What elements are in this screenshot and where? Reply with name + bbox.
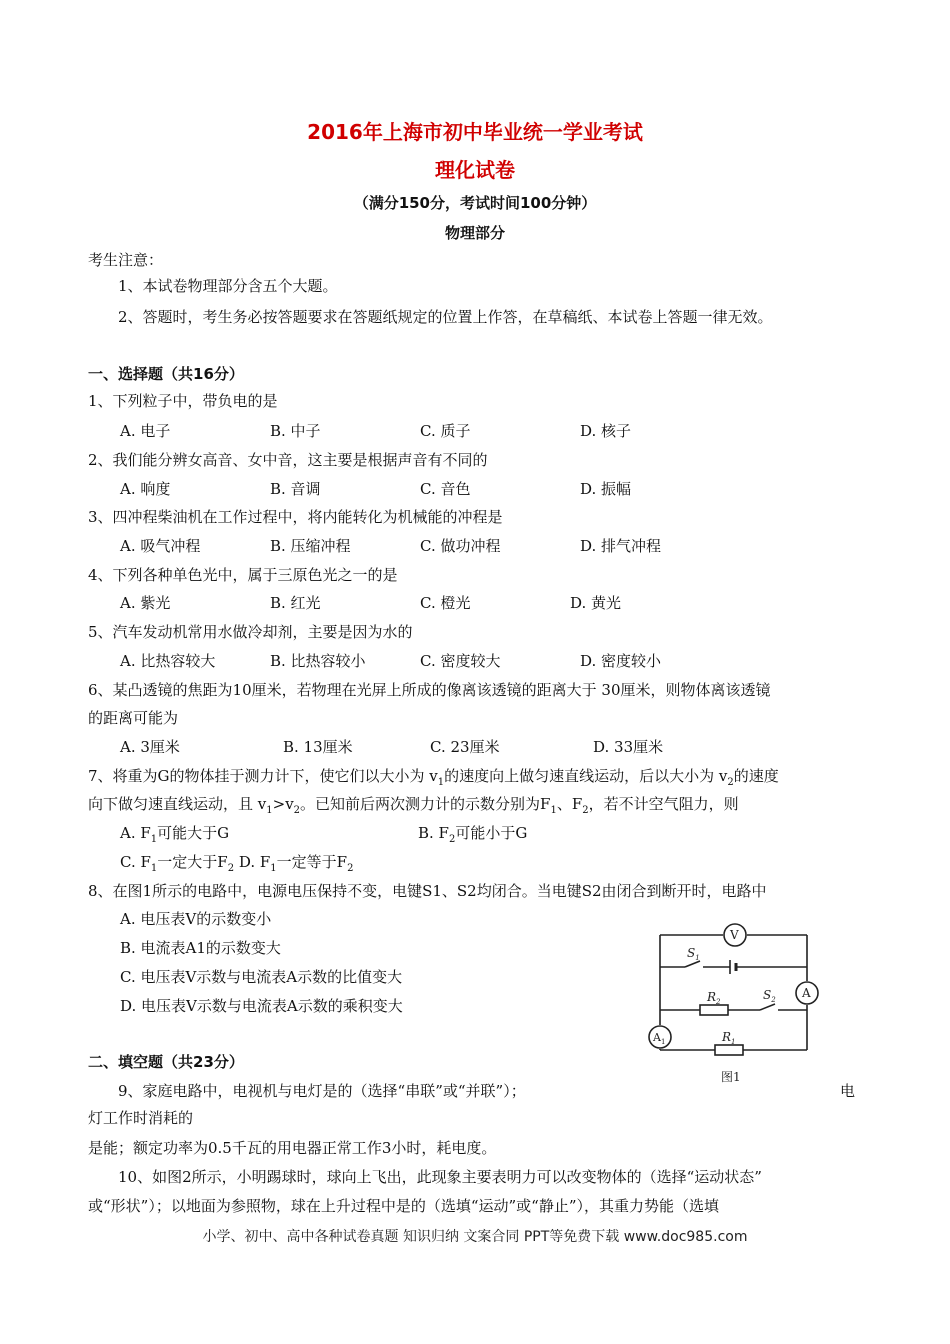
subscript: 2 xyxy=(293,805,301,816)
s2-letter: S xyxy=(763,988,772,1002)
part1-heading: 一、选择题（共16分） xyxy=(88,365,244,383)
q4-option-a: A. 紫光 xyxy=(120,594,171,612)
q7-opt-text: C. F xyxy=(120,853,151,871)
q8-option-c: C. 电压表V示数与电流表A示数的比值变大 xyxy=(120,968,403,986)
q7-opt-text: 一定等于F xyxy=(276,853,348,871)
q4-option-b: B. 红光 xyxy=(270,594,321,612)
s1-letter: S xyxy=(687,946,696,960)
r2-letter: R xyxy=(707,990,717,1004)
q3-option-d: D. 排气冲程 xyxy=(580,537,662,555)
notice-item-2: 2、答题时，考生务必按答题要求在答题纸规定的位置上作答，在草稿纸、本试卷上答题一律无效。 xyxy=(118,308,773,326)
subscript: 1 xyxy=(150,863,158,874)
q7-opt-text: 一定大于F xyxy=(157,853,228,871)
q1-stem: 1、下列粒子中，带负电的是 xyxy=(88,392,278,410)
q4-option-d: D. 黄光 xyxy=(570,594,622,612)
r2-label xyxy=(706,990,721,1006)
notice-heading: 考生注意： xyxy=(88,251,164,269)
q1-option-a: A. 电子 xyxy=(120,422,171,440)
ammeter-label: A xyxy=(802,986,811,1000)
q8-stem: 8、在图1所示的电路中，电源电压保持不变，电键S1、S2均闭合。当电键S2由闭合到断开时，电路中 xyxy=(88,882,767,900)
subscript: 2 xyxy=(227,863,235,874)
q7-text: 的速度 xyxy=(733,767,779,785)
q6-stem-line2: 的距离可能为 xyxy=(88,709,179,727)
q6-option-d: D. 33厘米 xyxy=(593,738,664,756)
s1-sub: 1 xyxy=(695,954,700,962)
subscript: 1 xyxy=(266,805,273,816)
s1-label xyxy=(687,946,700,962)
q2-stem: 2、我们能分辨女高音、女中音，这主要是根据声音有不同的 xyxy=(88,451,488,469)
q2-option-b: B. 音调 xyxy=(270,480,321,498)
q7-opt-text: 可能大于G xyxy=(157,824,230,842)
part2-heading: 二、填空题（共23分） xyxy=(88,1053,244,1071)
section-title: 物理部分 xyxy=(444,224,505,242)
q7-opt-text: 可能小于G xyxy=(455,824,528,842)
q7-stem-line2 xyxy=(88,794,739,821)
q8-option-a: A. 电压表V的示数变小 xyxy=(120,910,272,928)
q7-text: 向下做匀速直线运动，且 v xyxy=(88,795,267,813)
q2-option-a: A. 响度 xyxy=(120,480,171,498)
subscript: 2 xyxy=(448,834,456,845)
q3-option-a: A. 吸气冲程 xyxy=(120,537,201,555)
subscript: 2 xyxy=(347,863,354,874)
q9-right-text: 电 xyxy=(840,1082,856,1100)
subscript: 2 xyxy=(727,777,734,788)
q6-option-a: A. 3厘米 xyxy=(120,738,180,756)
q7-text: 的速度向上做匀速直线运动，后以大小为 v xyxy=(444,767,728,785)
notice-item-1: 1、本试卷物理部分含五个大题。 xyxy=(118,277,338,295)
q7-opt-text: B. F xyxy=(418,824,449,842)
q1-option-d: D. 核子 xyxy=(580,422,632,440)
q5-option-c: C. 密度较大 xyxy=(420,652,501,670)
q9-line3: 是能；额定功率为0.5千瓦的用电器正常工作3小时，耗电度。 xyxy=(88,1139,497,1157)
q5-option-d: D. 密度较小 xyxy=(580,652,662,670)
exam-info: （满分150分，考试时间100分钟） xyxy=(353,194,597,212)
q2-option-c: C. 音色 xyxy=(420,480,471,498)
q7-text: ，若不计空气阻力，则 xyxy=(588,795,739,813)
exam-subtitle: 理化试卷 xyxy=(435,158,515,182)
q7-opt-text: D. F xyxy=(238,853,271,871)
q8-option-d: D. 电压表V示数与电流表A示数的乘积变大 xyxy=(120,997,403,1015)
q5-stem: 5、汽车发动机常用水做冷却剂，主要是因为水的 xyxy=(88,623,413,641)
q1-option-c: C. 质子 xyxy=(420,422,471,440)
subscript: 2 xyxy=(582,805,589,816)
q7-text: 7、将重为G的物体挂于测力计下，使它们以大小为 v xyxy=(88,767,438,785)
r1-sub: 1 xyxy=(731,1038,736,1046)
ammeter1-letter: A xyxy=(653,1031,661,1044)
r2-sub: 2 xyxy=(716,998,721,1006)
q3-option-c: C. 做功冲程 xyxy=(420,537,501,555)
page-footer: 小学、初中、高中各种试卷真题 知识归纳 文案合同 PPT等免费下载 www.doc985.com xyxy=(202,1229,748,1245)
q6-option-b: B. 13厘米 xyxy=(283,738,353,756)
q7-option-b xyxy=(418,823,527,850)
q6-option-c: C. 23厘米 xyxy=(430,738,500,756)
q9-line1: 9、家庭电路中，电视机与电灯是的（选择“串联”或“并联”）； xyxy=(118,1082,526,1100)
subscript: 1 xyxy=(150,834,158,845)
exam-title: 2016年上海市初中毕业统一学业考试 xyxy=(307,120,643,144)
ammeter1-sub: 1 xyxy=(660,1038,666,1046)
q5-option-a: A. 比热容较大 xyxy=(120,652,216,670)
subscript: 1 xyxy=(550,805,557,816)
subscript: 1 xyxy=(270,863,277,874)
s2-label xyxy=(763,988,776,1004)
q7-opt-text: A. F xyxy=(120,824,151,842)
q10-line2: 或“形状”）；以地面为参照物，球在上升过程中是的（选填“运动”或“静止”），其重力势能（选填 xyxy=(88,1197,720,1215)
subscript: 1 xyxy=(437,777,445,788)
q10-line1: 10、如图2所示，小明踢球时，球向上飞出，此现象主要表明力可以改变物体的（选择“运动状态” xyxy=(118,1168,762,1186)
r1-label xyxy=(721,1030,736,1046)
q2-option-d: D. 振幅 xyxy=(580,480,632,498)
q7-text: 。已知前后两次测力计的示数分别为F xyxy=(300,795,551,813)
q8-option-b: B. 电流表A1的示数变大 xyxy=(120,939,281,957)
circuit-diagram xyxy=(645,915,830,1095)
q7-stem-line1 xyxy=(88,766,779,793)
voltmeter-label: V xyxy=(730,928,739,942)
q7-option-a xyxy=(120,823,229,850)
q4-option-c: C. 橙光 xyxy=(420,594,471,612)
q5-option-b: B. 比热容较小 xyxy=(270,652,366,670)
q7-text: >v xyxy=(272,795,294,813)
q3-option-b: B. 压缩冲程 xyxy=(270,537,351,555)
figure-caption: 图1 xyxy=(721,1070,741,1084)
q9-line2: 灯工作时消耗的 xyxy=(88,1109,194,1127)
q3-stem: 3、四冲程柴油机在工作过程中，将内能转化为机械能的冲程是 xyxy=(88,508,503,526)
q4-stem: 4、下列各种单色光中，属于三原色光之一的是 xyxy=(88,566,398,584)
q7-option-c-d xyxy=(120,852,353,879)
s2-sub: 2 xyxy=(771,996,776,1004)
q7-text: 、F xyxy=(556,795,583,813)
r1-letter: R xyxy=(722,1030,732,1044)
q6-stem-line1: 6、某凸透镜的焦距为10厘米，若物理在光屏上所成的像离该透镜的距离大于 30厘米，则物体离该透镜 xyxy=(88,681,771,699)
q1-option-b: B. 中子 xyxy=(270,422,321,440)
